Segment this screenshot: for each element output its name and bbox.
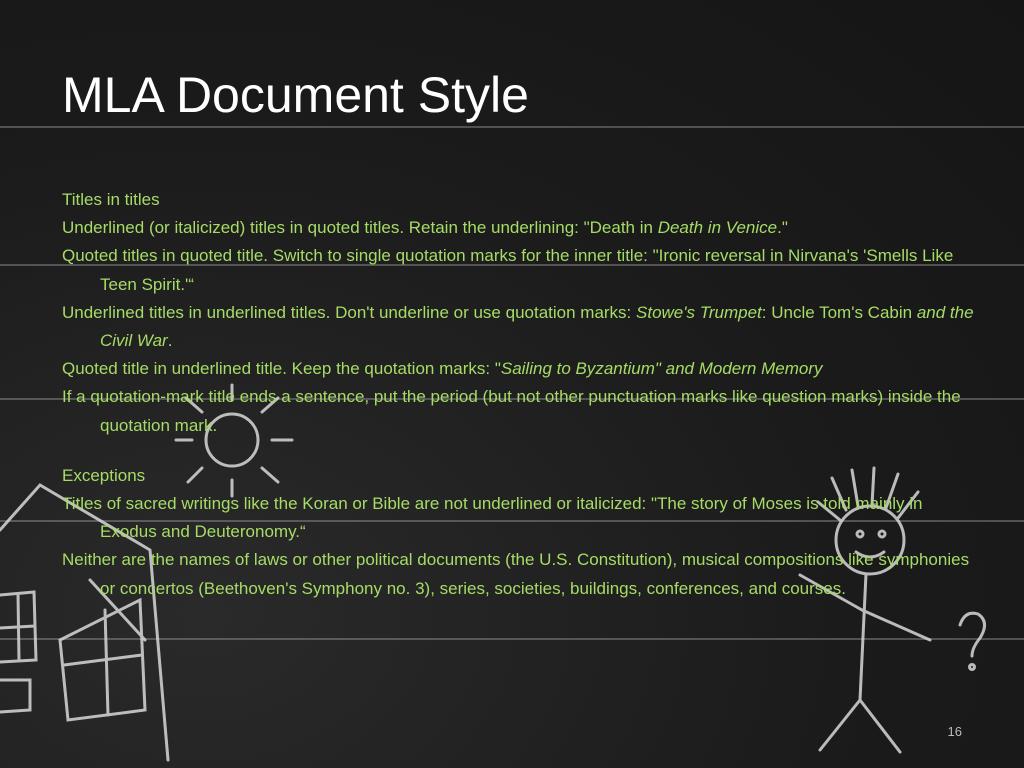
text-run: Underlined (or italicized) titles in quoted titles. Retain the underlining: "Death in [62, 218, 658, 238]
italic-title: Stowe's Trumpet [636, 302, 762, 322]
text-run: : Uncle Tom's Cabin [761, 302, 917, 322]
paragraph-laws-and-documents: Neither are the names of laws or other political documents (the U.S. Constitution), musical compositions like symphonies or concertos (Beethoven's Symphony no. 3), series, societies, buildings, conferences, and courses. [62, 550, 970, 598]
slide-title: MLA Document Style [62, 67, 529, 123]
text-run: . [167, 331, 173, 351]
paragraph-quoted-in-underlined [62, 355, 982, 383]
question-mark-chalk-icon [960, 613, 985, 669]
paragraph-underlined-in-underlined [62, 299, 982, 355]
slide-number: 16 [947, 724, 962, 739]
paragraph-underlined-in-quoted [62, 214, 982, 242]
paragraph-sacred-writings: Titles of sacred writings like the Koran or Bible are not underlined or italicized: "The story of Moses is told mainly in Exodus and Deuteronomy.“ [62, 494, 923, 542]
heading-exceptions: Exceptions [62, 465, 146, 485]
paragraph-sentence-ending: If a quotation-mark title ends a sentence, put the period (but not other punctuation marks like question marks) inside the quotation mark. [62, 387, 961, 435]
heading-titles-in-titles: Titles in titles [62, 190, 160, 209]
italic-title: Death in Venice [657, 218, 778, 238]
text-run: Underlined titles in underlined titles. Don't underline or use quotation marks: [62, 302, 637, 322]
paragraph-quoted-in-quoted: Quoted titles in quoted title. Switch to single quotation marks for the inner title: "Ironic reversal in Nirvana's 'Smells Like Teen Spirit.'“ [62, 246, 954, 294]
italic-title: Sailing to Byzantium" and Modern Memory [500, 359, 823, 379]
slide-body [62, 186, 982, 603]
italic-title: and the Civil War [100, 302, 974, 351]
text-run: Quoted title in underlined title. Keep the quotation marks: " [62, 359, 501, 379]
spacer [62, 440, 982, 462]
text-run: ." [777, 218, 788, 238]
